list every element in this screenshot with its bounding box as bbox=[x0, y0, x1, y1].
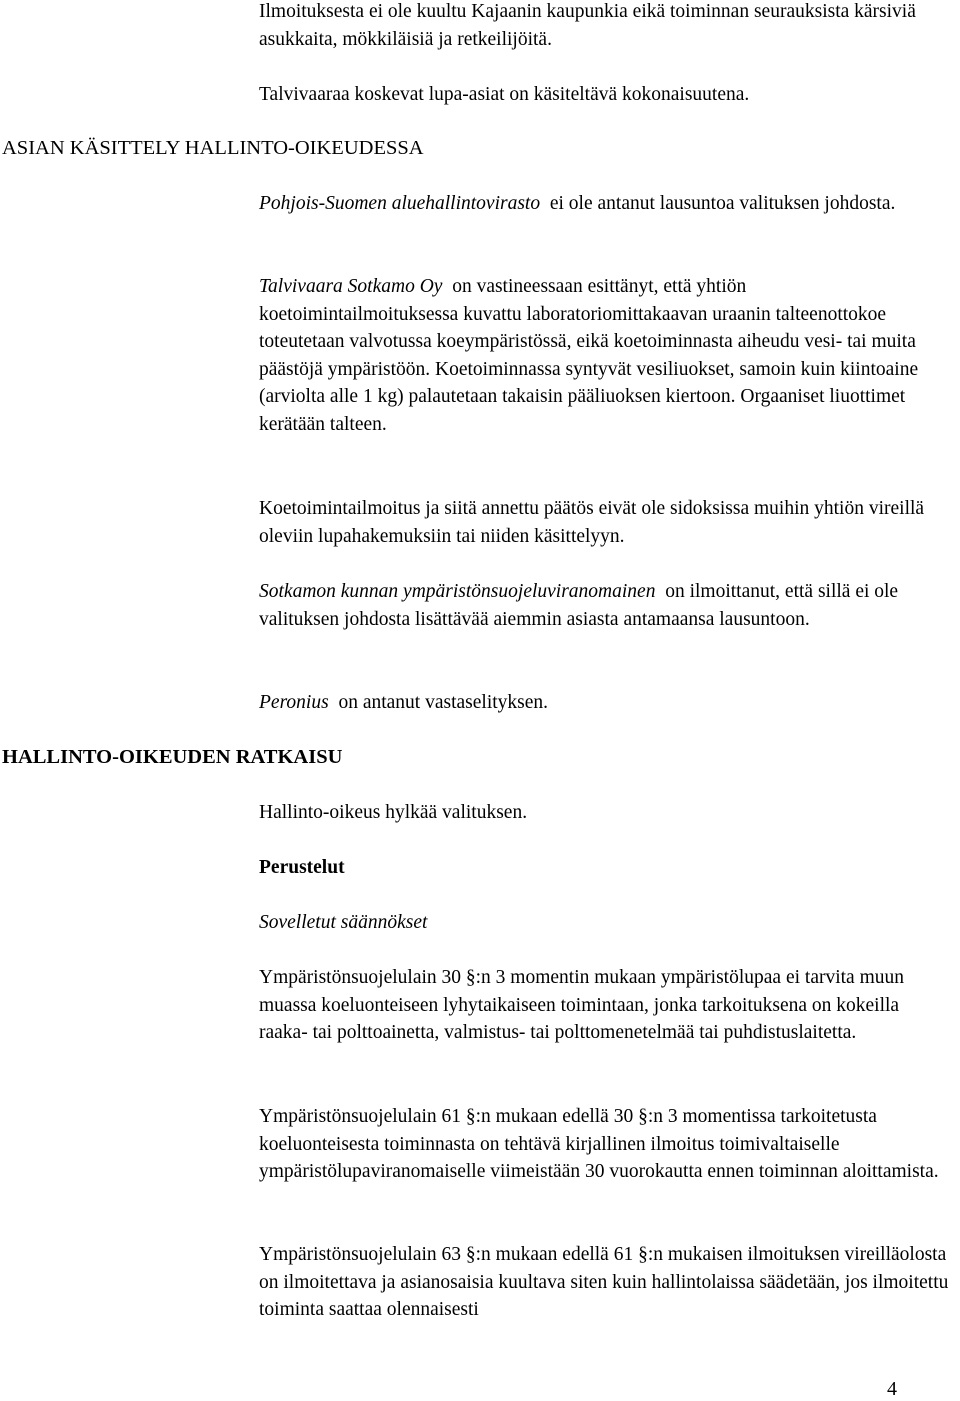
paragraph-sotkamon-kunta bbox=[259, 578, 949, 633]
page-number: 4 bbox=[887, 1378, 897, 1400]
paragraph-ysl-30: Ympäristönsuojelulain 30 §:n 3 momentin mukaan ympäristölupaa ei tarvita muun muassa koeluonteiseen lyhytaikaiseen toimintaan, jonka tarkoituksena on kokeilla raaka- tai polttoainetta, valmistus- tai polttomenetelmää tai puhdistuslaitetta. bbox=[259, 967, 905, 1043]
section-heading-asian-kasittely: ASIAN KÄSITTELY HALLINTO-OIKEUDESSA bbox=[2, 137, 424, 159]
paragraph-text: ei ole antanut lausuntoa valituksen johdosta. bbox=[549, 193, 896, 214]
intro-paragraph-2: Talvivaaraa koskevat lupa-asiat on käsiteltävä kokonaisuutena. bbox=[259, 84, 750, 105]
paragraph-ysl-61: Ympäristönsuojelulain 61 §:n mukaan edellä 30 §:n 3 momentissa tarkoitetusta koeluonteisesta toiminnasta on tehtävä kirjallinen ilmoitus toimivaltaiselle ympäristölupaviranomaiselle viimeistään 30 vuorokautta ennen toiminnan aloittamista. bbox=[259, 1106, 939, 1182]
subheading-perustelut: Perustelut bbox=[259, 857, 345, 878]
paragraph-peronius bbox=[259, 689, 949, 717]
subheading-sovelletut-saannokset: Sovelletut säännökset bbox=[259, 912, 428, 933]
paragraph-decision: Hallinto-oikeus hylkää valituksen. bbox=[259, 802, 528, 823]
party-name: Pohjois-Suomen aluehallintovirasto bbox=[259, 193, 541, 214]
intro-paragraph-1: Ilmoituksesta ei ole kuultu Kajaanin kaupunkia eikä toiminnan seurauksista kärsiviä asukkaita, mökkiläisiä ja retkeilijöitä. bbox=[259, 1, 916, 50]
party-name: Peronius bbox=[259, 692, 329, 713]
paragraph-talvivaara bbox=[259, 273, 949, 438]
party-name: Sotkamon kunnan ympäristönsuojeluviranomainen bbox=[259, 581, 656, 602]
paragraph-aluehallintovirasto bbox=[259, 190, 949, 218]
party-name: Talvivaara Sotkamo Oy bbox=[259, 276, 443, 297]
paragraph-ysl-63: Ympäristönsuojelulain 63 §:n mukaan edellä 61 §:n mukaisen ilmoituksen vireilläolosta on ilmoitettava ja asianosaisia kuultava siten kuin hallintolaissa säädetään, jos ilmoitettu toiminta saattaa olennaisesti bbox=[259, 1244, 949, 1320]
paragraph-text: on ilmoittanut, että sillä ei ole valituksen johdosta lisättävää aiemmin asiasta antamaansa lausuntoon. bbox=[259, 581, 899, 630]
paragraph-text: on antanut vastaselityksen. bbox=[338, 692, 549, 713]
paragraph-koetoimintailmoitus: Koetoimintailmoitus ja siitä annettu päätös eivät ole sidoksissa muihin yhtiön vireillä oleviin lupahakemuksiin tai niiden käsittelyyn. bbox=[259, 498, 925, 547]
paragraph-text: on vastineessaan esittänyt, että yhtiön koetoimintailmoituksessa kuvattu laboratoriomittakaavan uraanin talteenottokoe toteutetaan valvotussa koeympäristössä, eikä koetoiminnasta aiheudu vesi- tai muita päästöjä ympäristöön. Koetoiminnassa syntyvät vesiliuokset, samoin kuin kiintoaine (arviolta alle 1 kg) palautetaan takaisin pääliuoksen kiertoon. Orgaaniset liuottimet kerätään talteen. bbox=[259, 276, 919, 435]
section-heading-ratkaisu: HALLINTO-OIKEUDEN RATKAISU bbox=[2, 746, 343, 768]
